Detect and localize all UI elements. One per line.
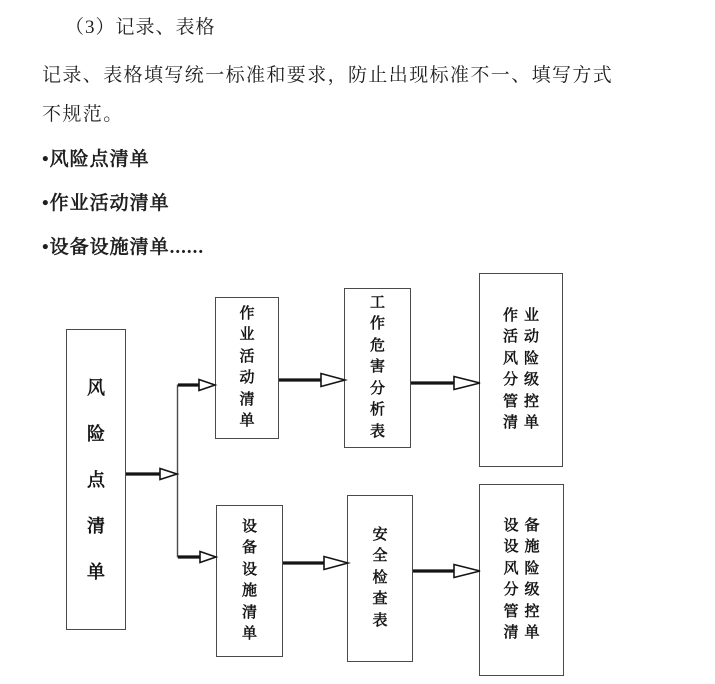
box-text-line: 险: [87, 423, 105, 444]
box-text-line: 分级: [503, 582, 546, 598]
box-text-line: 表: [369, 423, 385, 440]
box-text-line: 工: [369, 294, 385, 311]
box-text-line: 清单: [503, 625, 546, 641]
flow-box-work-activity-list: [215, 297, 279, 439]
arrow-jha-to-work-activity-risk: [411, 377, 480, 390]
box-text-line: 查: [372, 591, 388, 608]
box-text-line: 危: [369, 337, 385, 354]
box-text-line: 施: [241, 583, 257, 599]
box-text-line: 动: [239, 370, 255, 386]
box-text-line: 害: [369, 359, 385, 376]
flow-box-work-activity-risk-control-list: [479, 273, 563, 467]
box-text-line: 表: [372, 612, 388, 629]
box-text-line: 设备: [503, 517, 546, 534]
flow-box-safety-checklist-table: [347, 495, 413, 662]
flow-box-equipment-facility-risk-control-list: [479, 484, 564, 676]
box-text-line: 检: [372, 569, 388, 586]
box-text-line: 析: [369, 402, 385, 419]
box-text-line: 点: [87, 469, 105, 490]
flow-box-risk-point-list: [66, 329, 126, 630]
box-text-line: 单: [239, 413, 255, 429]
box-text-line: 单: [87, 561, 105, 582]
box-text-line: 风: [87, 377, 105, 398]
arrow-equipment-to-safety: [283, 557, 348, 570]
box-text-line: 安: [372, 526, 388, 543]
box-text-line: 清: [239, 391, 255, 408]
box-text-line: 活: [239, 348, 255, 365]
flow-box-job-hazard-analysis-table: [344, 288, 411, 448]
box-text-line: 活动: [502, 329, 545, 345]
box-text-line: 作: [239, 305, 255, 322]
box-text-line: 单: [241, 626, 257, 642]
box-text-line: 分级: [502, 372, 545, 388]
box-text-line: 作: [369, 316, 385, 333]
bullet-item-equipment: •设备设施清单......: [42, 237, 205, 258]
paragraph-line: 不规范。: [42, 104, 124, 125]
box-text-line: 清: [241, 604, 257, 621]
box-text-line: 作业: [502, 307, 545, 324]
box-text-line: 全: [372, 548, 388, 565]
arrow-branch-to-equipment: [178, 552, 216, 563]
box-text-line: 设: [241, 561, 257, 578]
box-text-line: 分: [369, 380, 385, 397]
arrow-work-activity-to-jha: [279, 374, 345, 387]
box-text-line: 清: [87, 515, 105, 536]
box-text-line: 备: [241, 540, 257, 556]
box-text-line: 风险: [502, 350, 545, 367]
bullet-item-work-activity: •作业活动清单: [42, 193, 170, 214]
paragraph-line: 记录、表格填写统一标准和要求，防止出现标准不一、填写方式: [42, 65, 614, 86]
flow-box-equipment-facility-list: [216, 505, 283, 657]
arrow-branch-to-work-activity: [178, 380, 215, 391]
box-text-line: 业: [239, 327, 255, 343]
bullet-item-risk-point: •风险点清单: [42, 149, 150, 170]
box-text-line: 管控: [502, 393, 545, 410]
arrow-safety-to-equipment-risk: [413, 565, 480, 578]
box-text-line: 清单: [502, 415, 545, 431]
box-text-line: 管控: [503, 603, 546, 620]
section-heading: （3）记录、表格: [65, 17, 216, 38]
box-text-line: 设: [241, 518, 257, 535]
arrow-risk-to-branch: [126, 469, 177, 480]
box-text-line: 设施: [503, 539, 546, 555]
box-text-line: 风险: [503, 560, 546, 577]
